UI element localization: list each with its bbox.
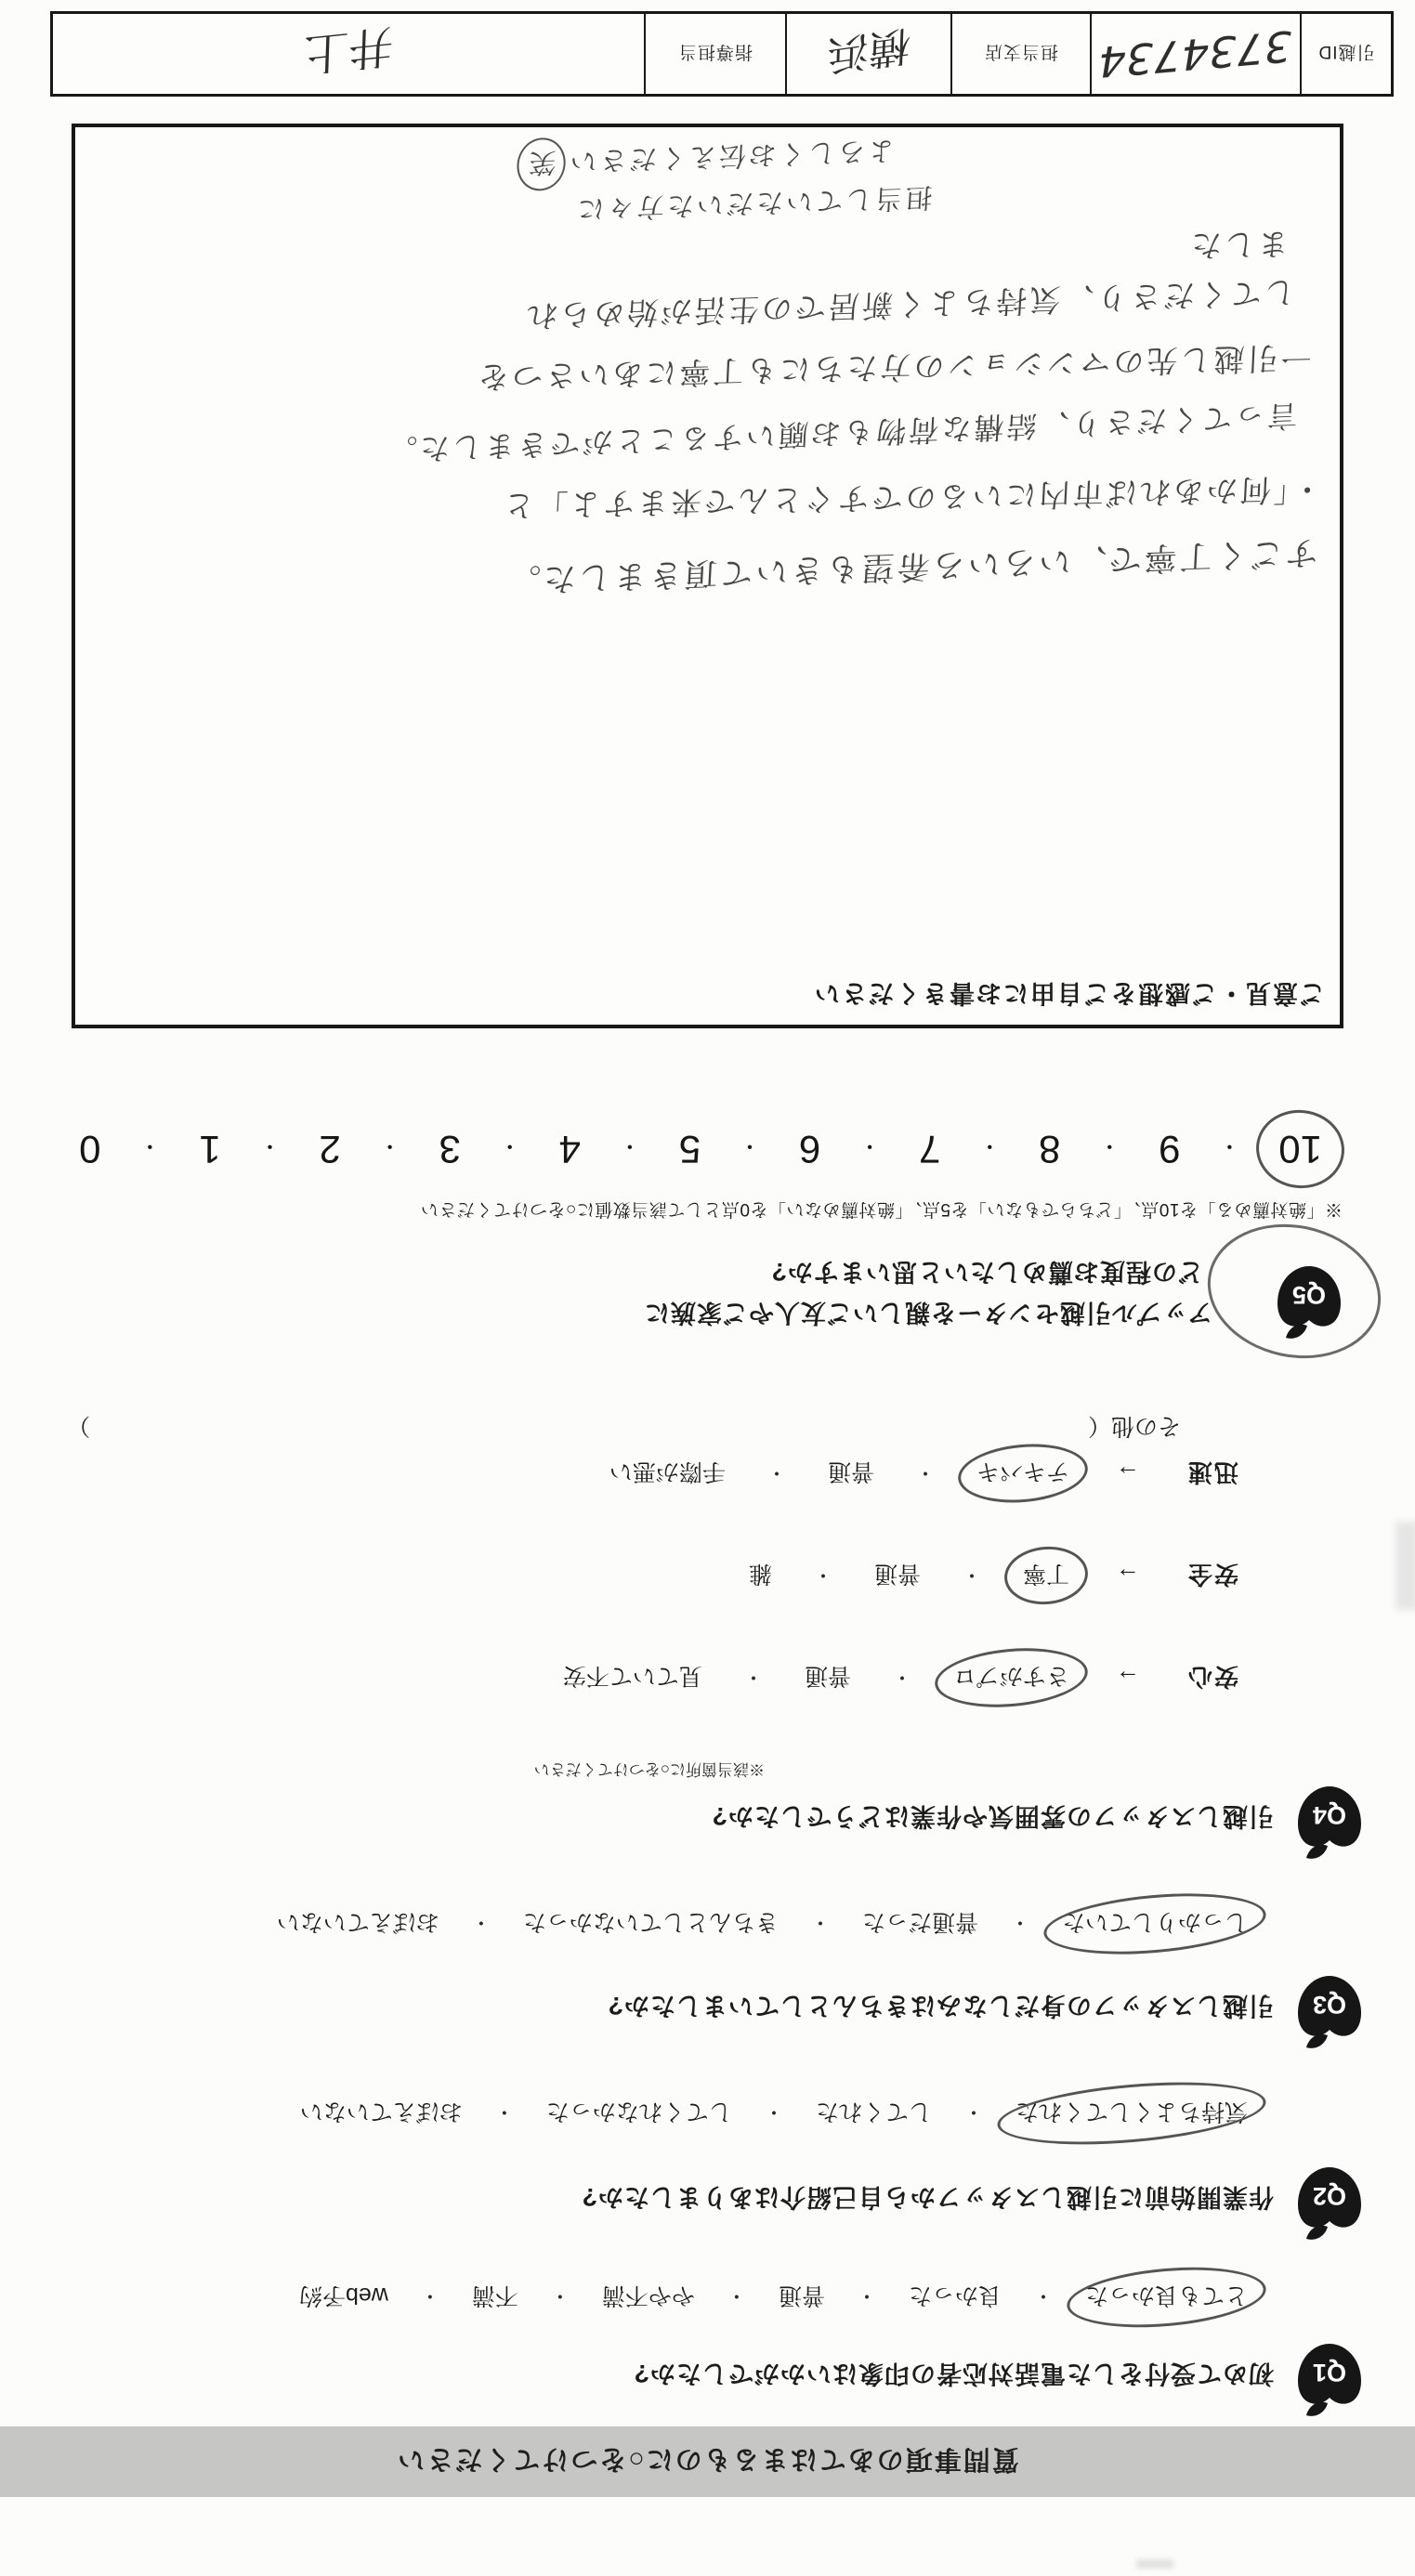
q3-question: 引越しスタッフの身だしなみはきちんとしていましたか?: [607, 1992, 1274, 2020]
q5-badge-label: Q5: [1291, 1281, 1327, 1309]
q3-options: [277, 1907, 1248, 1941]
trainer-label: 指導担当: [678, 42, 753, 62]
nps-score: 5: [678, 1128, 701, 1171]
option-separator: ・: [891, 1666, 912, 1689]
scale-separator: ・: [1098, 1133, 1121, 1159]
scale-separator: ・: [138, 1133, 162, 1159]
handwritten-line: ・「何かあれば市内にいるのですぐとんで来ますよ」と: [500, 470, 1324, 525]
branch-label: 担当支店: [984, 42, 1059, 62]
row-label: 安全: [1186, 1561, 1238, 1589]
nps-score: 2: [319, 1128, 341, 1171]
apple-icon: [1291, 1781, 1369, 1863]
nps-score: 9: [1159, 1128, 1181, 1171]
move-id-handwritten: 3734734: [1094, 20, 1297, 87]
q2-badge: [1291, 2157, 1369, 2243]
option-separator: ・: [809, 1911, 831, 1935]
scale-separator: ・: [498, 1133, 521, 1159]
laugh-mark: 笑: [525, 146, 557, 179]
option: しっかりしていた: [1061, 1909, 1248, 1935]
q4-row2-selected-circle: [1023, 1560, 1069, 1593]
option-separator: ・: [549, 2284, 570, 2308]
option-separator: ・: [742, 1666, 764, 1689]
q4-question: 引越しスタッフの雰囲気や作業はどうでしたか?: [711, 1802, 1274, 1830]
option: 普通: [827, 1458, 874, 1485]
option: 見ていて不安: [562, 1663, 702, 1690]
q5-question-line1: アップル引越センターを親しいご友人やご家族に: [644, 1299, 1212, 1327]
q4-row1-selected-circle: [953, 1662, 1069, 1695]
apple-icon: [1291, 2162, 1369, 2243]
option: 雑: [748, 1561, 772, 1588]
option: 不満: [471, 2282, 518, 2308]
q1-badge: [1291, 2334, 1369, 2420]
option-separator: ・: [914, 1461, 936, 1484]
instruction-text: 質問事項のあてはまるものに○をつけてください: [396, 2444, 1019, 2475]
option: おぼえていない: [299, 2099, 463, 2125]
branch-handwritten: 横浜: [826, 20, 911, 79]
option-separator: ・: [1009, 1911, 1030, 1935]
nps-score: 4: [558, 1128, 581, 1171]
nps-score: 3: [439, 1128, 461, 1171]
option: 気持ちよくしてくれた: [1015, 2099, 1248, 2125]
option: 良かった: [908, 2282, 1002, 2308]
arrow-icon: →: [1115, 1563, 1140, 1590]
handwritten-line: してくださり、気持ちよく新居での生活が始められ: [523, 274, 1297, 334]
nps-selected-score-circle: [1278, 1127, 1322, 1171]
move-id-label: 引越ID: [1317, 42, 1375, 62]
option-separator: ・: [963, 2100, 984, 2125]
branch-label-cell: [952, 14, 1092, 94]
q2-badge-label: Q2: [1312, 2182, 1347, 2210]
option: おぼえていない: [276, 1909, 439, 1935]
move-id-label-cell: [1302, 14, 1391, 94]
nps-score: 7: [918, 1128, 941, 1171]
laugh-mark-circle: [525, 145, 557, 184]
trainer-handwritten: 井上: [302, 19, 395, 81]
q2-selected-option-circle: [1015, 2097, 1248, 2130]
option: テキパキ: [976, 1458, 1069, 1485]
scale-separator: ・: [618, 1133, 641, 1159]
scale-separator: ・: [258, 1133, 282, 1159]
option: 普通: [873, 1561, 921, 1588]
q1-selected-option-circle: [1085, 2281, 1248, 2314]
q4-row3-selected-circle: [976, 1458, 1069, 1491]
arrow-icon: →: [1115, 1460, 1140, 1488]
scale-separator: ・: [378, 1133, 401, 1159]
q2-options: [300, 2097, 1248, 2130]
trainer-label-cell: [646, 14, 787, 94]
branch-value-cell: [787, 14, 952, 94]
scale-separator: ・: [738, 1133, 761, 1159]
option: 手際が悪い: [609, 1458, 726, 1485]
row-label: 安心: [1186, 1663, 1238, 1691]
move-id-value-cell: [1092, 14, 1302, 94]
q3-badge-label: Q3: [1312, 1991, 1347, 2019]
scale-separator: ・: [858, 1133, 882, 1159]
trainer-value-cell: [53, 14, 646, 94]
nps-score: 10: [1278, 1128, 1322, 1171]
arrow-icon: →: [1115, 1665, 1140, 1693]
handwritten-text: よろしくお伝えください: [566, 135, 897, 178]
instruction-bar: [0, 2426, 1415, 2497]
handwritten-line: 一引越し先のマンションの方たちにも丁寧にあいさつを: [475, 339, 1313, 396]
apple-icon: [1291, 1970, 1369, 2052]
option: さすがプロ: [952, 1663, 1069, 1690]
q5-badge: [1270, 1256, 1348, 1342]
handwritten-line: すごく丁寧で、いろいろ希望もきいて頂きました。: [504, 532, 1320, 599]
option-separator: ・: [812, 1563, 833, 1587]
comment-box-label: ご意見・ご感想をご自由にお書きください: [813, 979, 1325, 1007]
q1-badge-label: Q1: [1312, 2359, 1347, 2386]
option-separator: ・: [1032, 2284, 1054, 2308]
apple-icon: [1270, 1261, 1348, 1342]
nps-note: ※「絶対薦める」を10点、「どちらでもない」を5点、「絶対薦めない」を0点として該当数値に○をつけてください: [420, 1199, 1343, 1219]
option: 普通: [778, 2282, 825, 2308]
option: 丁寧: [1022, 1561, 1069, 1588]
option-separator: ・: [493, 2100, 515, 2125]
option-separator: ・: [726, 2284, 747, 2308]
scale-separator: ・: [978, 1133, 1002, 1159]
option: きちんとしていなかった: [522, 1909, 779, 1935]
nps-score: 0: [79, 1128, 101, 1171]
q4-other-field: [67, 1411, 1181, 1445]
q3-badge: [1291, 1966, 1369, 2052]
option-separator: ・: [856, 2284, 877, 2308]
q4-note: ※該当箇所に○をつけてください: [533, 1760, 765, 1778]
apple-icon: [1291, 2338, 1369, 2420]
footer-id-table: [50, 11, 1394, 97]
scan-smudge: [1136, 2559, 1173, 2569]
option-separator: ・: [766, 1461, 787, 1484]
q4-badge: [1291, 1776, 1369, 1863]
q4-row-anshin: [563, 1661, 1238, 1695]
scale-separator: ・: [1218, 1133, 1241, 1159]
scan-smudge: [1395, 1522, 1415, 1610]
nps-scale: [79, 1127, 1322, 1171]
option: してくれた: [815, 2099, 932, 2125]
option-separator: ・: [763, 2100, 784, 2125]
option: やや不満: [601, 2282, 695, 2308]
handwritten-line: 担当していただいた方々に: [573, 181, 934, 226]
option: とても良かった: [1084, 2282, 1248, 2308]
option-separator: ・: [470, 1911, 491, 1935]
q4-badge-label: Q4: [1312, 1801, 1347, 1829]
q4-row-jinsoku: [609, 1457, 1238, 1491]
q3-selected-option-circle: [1062, 1907, 1248, 1941]
option: 普通: [804, 1663, 851, 1690]
q1-options: [299, 2281, 1248, 2314]
q2-question: 作業開始前に引越しスタッフから自己紹介はありましたか?: [581, 2183, 1274, 2211]
other-label: その他（: [1087, 1413, 1181, 1439]
option-separator: ・: [961, 1563, 982, 1587]
handwritten-line: 言ってくださり、結構な荷物もお願いすることができました。: [383, 398, 1299, 468]
row-label: 迅速: [1186, 1458, 1238, 1486]
nps-score: 8: [1039, 1128, 1061, 1171]
q4-row-anzen: [749, 1559, 1238, 1593]
nps-score: 1: [199, 1128, 221, 1171]
option: してくれなかった: [545, 2099, 732, 2125]
q5-question-line2: どの程度お薦めしたいと思いますか?: [770, 1258, 1203, 1286]
handwritten-line: ました: [1187, 226, 1291, 264]
other-close-paren: ）: [67, 1413, 91, 1439]
option: 普通だった: [861, 1909, 978, 1935]
nps-score: 6: [798, 1128, 821, 1171]
option-separator: ・: [419, 2284, 440, 2308]
option: web予約: [298, 2282, 388, 2308]
q1-question: 初めて受付をした電話対応者の印象はいかがでしたか?: [633, 2360, 1274, 2387]
